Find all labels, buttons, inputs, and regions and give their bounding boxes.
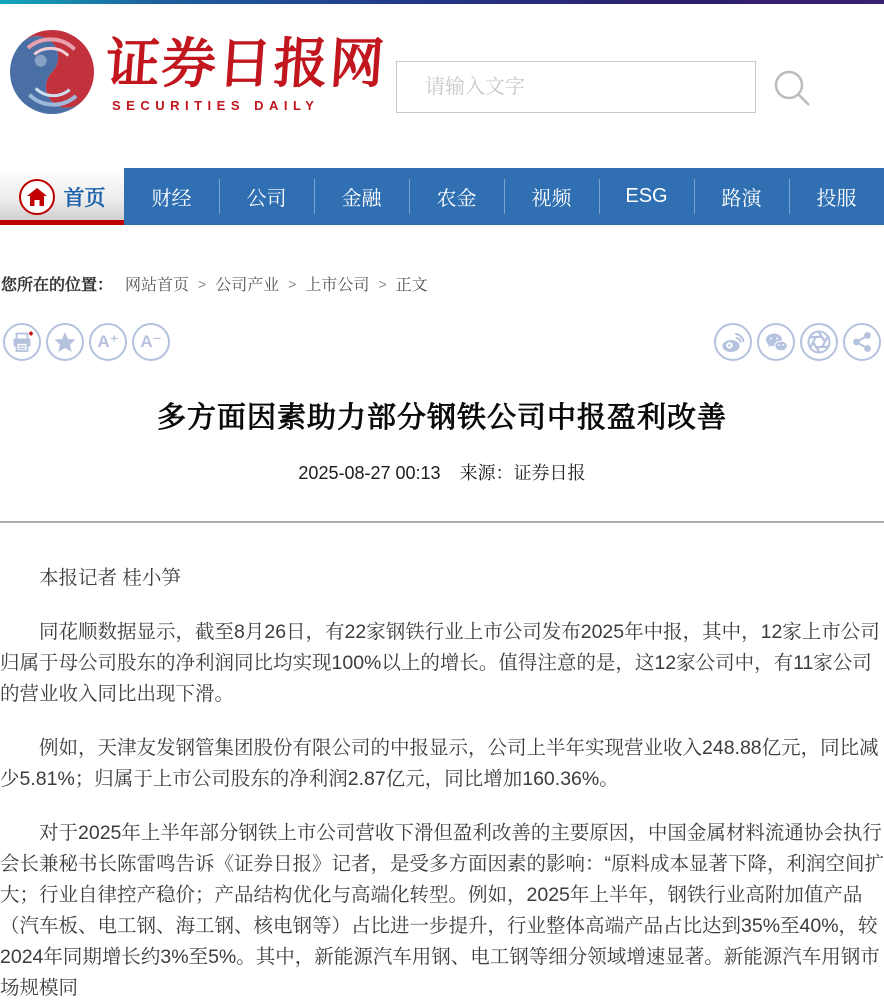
nav-item-company[interactable]: 公司	[219, 168, 314, 225]
nav-item-finance[interactable]: 财经	[151, 188, 192, 210]
breadcrumb-link-home[interactable]: 网站首页	[125, 277, 190, 294]
font-decrease-icon[interactable]	[132, 323, 170, 361]
star-icon[interactable]	[46, 323, 84, 361]
font-increase-label: A⁺	[97, 332, 119, 351]
share-icon[interactable]	[843, 323, 881, 361]
article-paragraph: 同花顺数据显示，截至8月26日，有22家钢铁行业上市公司发布2025年中报，其中，12家上市公司归属于母公司股东的净利润同比均实现100%以上的增长。值得注意的是，这12家公司中，有11家公司的营业收入同比出现下滑。	[0, 621, 880, 705]
site-logo[interactable]	[6, 26, 389, 118]
font-decrease-label: A⁻	[140, 332, 162, 351]
search-icon[interactable]	[770, 66, 814, 110]
article-paragraph: 例如，天津友发钢管集团股份有限公司的中报显示，公司上半年实现营业收入248.88亿元，同比减少5.81%；归属于上市公司股东的净利润2.87亿元，同比增加160.36%。	[0, 737, 879, 790]
article-body	[0, 563, 884, 1004]
breadcrumb-label: 您所在的位置：	[1, 277, 114, 294]
breadcrumb-link-listed-company[interactable]: 上市公司	[305, 277, 370, 294]
article-paragraph: 对于2025年上半年部分钢铁上市公司营收下滑但盈利改善的主要原因，中国金属材料流通协会执行会长兼秘书长陈雷鸣告诉《证券日报》记者，是受多方面因素的影响：“原料成本显著下降，利润空间扩大；行业自律控产稳价；产品结构优化与高端化转型。例如，2025年上半年，钢铁行业高附加值产品（汽车板、电工钢、海工钢、核电钢等）占比进一步提升，行业整体高端产品占比达到35%至40%，较2024年同期增长约3%至5%。其中，新能源汽车用钢、电工钢等细分领域增速显著。新能源汽车用钢市场规模同	[0, 822, 884, 999]
breadcrumb-separator: >	[198, 275, 207, 292]
nav-item-label: 首页	[63, 186, 106, 210]
site-name-chinese: 证券日报网	[103, 31, 389, 95]
article-source: 来源：证券日报	[459, 463, 586, 483]
font-increase-icon[interactable]	[89, 323, 127, 361]
breadcrumb-separator: >	[378, 275, 387, 292]
toolbar-left-group	[3, 323, 170, 361]
nav-item-video[interactable]: 视频	[504, 168, 599, 225]
nav-item-agri-finance[interactable]: 农金	[409, 168, 504, 225]
nav-item-investor-service[interactable]: 投服	[789, 168, 884, 225]
site-name-english: SECURITIES DAILY	[112, 98, 320, 113]
printer-icon[interactable]	[3, 323, 41, 361]
search-input[interactable]	[397, 62, 755, 112]
wechat-icon[interactable]	[757, 323, 795, 361]
breadcrumb-link-industry[interactable]: 公司产业	[215, 277, 280, 294]
weibo-icon[interactable]	[714, 323, 752, 361]
nav-item-roadshow[interactable]: 路演	[694, 168, 789, 225]
site-header	[0, 4, 884, 168]
article-toolbar	[0, 323, 884, 361]
section-divider	[0, 521, 884, 523]
nav-item-banking[interactable]: 金融	[314, 168, 409, 225]
article-title: 多方面因素助力部分钢铁公司中报盈利改善	[156, 402, 727, 434]
article-date: 2025-08-27 00:13	[298, 463, 441, 483]
home-icon	[19, 179, 55, 215]
aperture-icon[interactable]	[800, 323, 838, 361]
breadcrumb-link-article[interactable]: 正文	[395, 277, 428, 294]
breadcrumb	[0, 272, 884, 295]
search-box	[396, 61, 756, 113]
article-paragraph-author: 本报记者 桂小笋	[39, 567, 181, 589]
logo-swirl-icon	[6, 26, 98, 118]
nav-item-esg[interactable]: ESG	[599, 168, 694, 225]
article-meta	[0, 459, 884, 485]
breadcrumb-separator: >	[288, 275, 297, 292]
toolbar-right-group	[714, 323, 881, 361]
nav-item-home[interactable]	[0, 168, 124, 225]
main-nav	[0, 168, 884, 225]
